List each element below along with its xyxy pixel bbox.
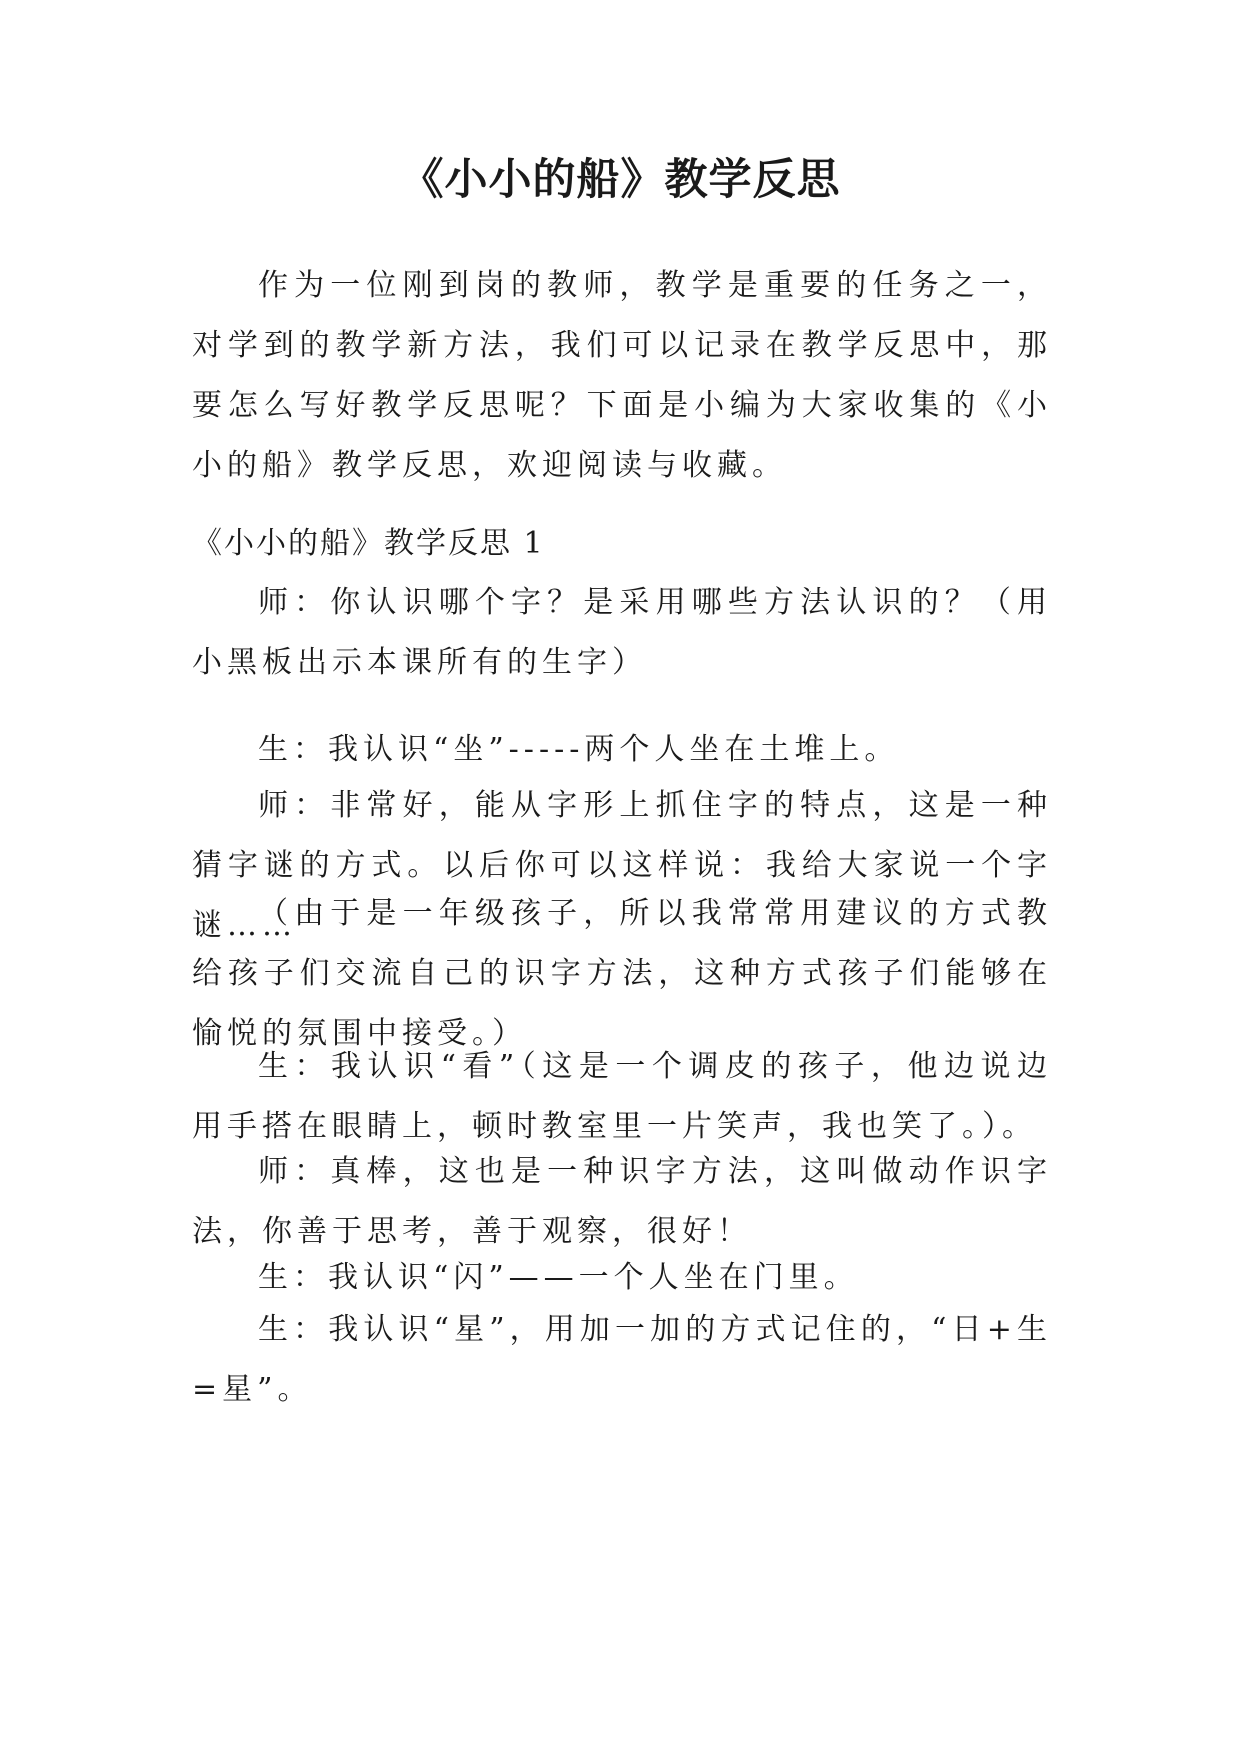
paragraph-teacher-note: （由于是一年级孩子，所以我常常用建议的方式教给孩子们交流自己的识字方法，这种方式孩子们能够在愉悦的氛围中接受。）: [192, 896, 1052, 1051]
section-heading: 《小小的船》教学反思 1: [192, 526, 545, 561]
paragraph-student-zuo: 生：我认识“坐”-----两个人坐在土堆上。: [258, 732, 900, 767]
paragraph-teacher-praise-action: 师：真棒，这也是一种识字方法，这叫做动作识字法，你善于思考，善于观察，很好！: [192, 1154, 1052, 1249]
paragraph-student-shan: 生：我认识“闪”——一个人坐在门里。: [258, 1260, 859, 1295]
paragraph-teacher-question: 师：你认识哪个字？是采用哪些方法认识的？（用小黑板出示本课所有的生字）: [192, 585, 1052, 680]
intro-paragraph: 作为一位刚到岗的教师，教学是重要的任务之一，对学到的教学新方法，我们可以记录在教学反思中，那要怎么写好教学反思呢？下面是小编为大家收集的《小小的船》教学反思，欢迎阅读与收藏。: [192, 268, 1052, 483]
paragraph-student-xing: 生：我认识“星”，用加一加的方式记住的，“日+生=星”。: [192, 1312, 1052, 1407]
paragraph-teacher-praise-riddle: 师：非常好，能从字形上抓住字的特点，这是一种猜字谜的方式。以后你可以这样说：我给大家说一个字谜……: [192, 788, 1052, 943]
page-title: 《小小的船》教学反思: [400, 155, 841, 205]
paragraph-student-kan: 生：我认识“看”（这是一个调皮的孩子，他边说边用手搭在眼睛上，顿时教室里一片笑声，我也笑了。）。: [192, 1049, 1052, 1144]
